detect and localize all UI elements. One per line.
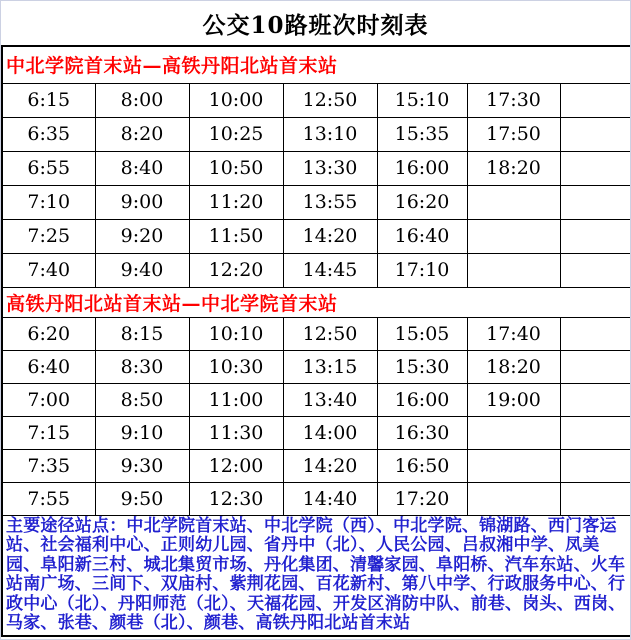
time-cell: 13:15 — [283, 350, 377, 383]
time-cell — [467, 482, 560, 515]
direction1-header: 中北学院首末站—高铁丹阳北站首末站 — [2, 46, 631, 83]
time-cell: 13:10 — [283, 117, 377, 151]
time-cell: 8:30 — [95, 350, 189, 383]
time-cell: 17:50 — [467, 117, 560, 151]
time-cell: 11:30 — [189, 416, 283, 449]
time-cell — [560, 482, 631, 515]
time-cell: 13:40 — [283, 383, 377, 416]
time-cell: 16:50 — [377, 449, 467, 482]
time-cell — [560, 383, 631, 416]
time-cell — [467, 253, 560, 287]
time-cell: 7:10 — [2, 185, 95, 219]
time-cell — [560, 416, 631, 449]
time-cell: 11:50 — [189, 219, 283, 253]
time-cell: 16:30 — [377, 416, 467, 449]
time-cell: 17:30 — [467, 83, 560, 117]
direction2-header: 高铁丹阳北站首末站—中北学院首末站 — [2, 287, 631, 317]
time-cell: 11:20 — [189, 185, 283, 219]
time-cell: 9:00 — [95, 185, 189, 219]
time-cell: 8:00 — [95, 83, 189, 117]
time-cell: 6:35 — [2, 117, 95, 151]
time-cell: 12:20 — [189, 253, 283, 287]
time-cell — [560, 117, 631, 151]
time-cell: 10:30 — [189, 350, 283, 383]
time-cell: 7:35 — [2, 449, 95, 482]
time-cell: 12:50 — [283, 317, 377, 350]
time-cell: 14:45 — [283, 253, 377, 287]
time-cell: 14:20 — [283, 449, 377, 482]
time-cell: 18:20 — [467, 151, 560, 185]
time-cell — [560, 185, 631, 219]
time-cell: 12:00 — [189, 449, 283, 482]
time-cell — [560, 449, 631, 482]
time-cell: 19:00 — [467, 383, 560, 416]
time-cell: 7:15 — [2, 416, 95, 449]
time-cell: 7:55 — [2, 482, 95, 515]
time-cell: 15:10 — [377, 83, 467, 117]
time-cell — [467, 219, 560, 253]
time-cell: 8:15 — [95, 317, 189, 350]
time-cell: 12:30 — [189, 482, 283, 515]
time-cell: 14:40 — [283, 482, 377, 515]
time-cell: 9:10 — [95, 416, 189, 449]
time-cell: 16:00 — [377, 151, 467, 185]
time-cell: 10:25 — [189, 117, 283, 151]
time-cell: 14:00 — [283, 416, 377, 449]
page-title: 公交10路班次时刻表 — [202, 11, 429, 39]
time-cell: 8:40 — [95, 151, 189, 185]
time-cell: 16:00 — [377, 383, 467, 416]
time-cell — [560, 151, 631, 185]
time-cell: 17:20 — [377, 482, 467, 515]
time-cell — [560, 350, 631, 383]
time-cell: 13:30 — [283, 151, 377, 185]
time-cell: 6:15 — [2, 83, 95, 117]
time-cell: 9:30 — [95, 449, 189, 482]
time-cell: 16:20 — [377, 185, 467, 219]
time-cell: 7:25 — [2, 219, 95, 253]
time-cell — [467, 449, 560, 482]
time-cell — [560, 83, 631, 117]
time-cell: 6:40 — [2, 350, 95, 383]
time-cell — [467, 185, 560, 219]
time-cell: 6:20 — [2, 317, 95, 350]
time-cell — [560, 317, 631, 350]
time-cell: 7:40 — [2, 253, 95, 287]
time-cell: 15:30 — [377, 350, 467, 383]
time-cell: 9:50 — [95, 482, 189, 515]
time-cell: 11:00 — [189, 383, 283, 416]
time-cell: 6:55 — [2, 151, 95, 185]
time-cell — [467, 416, 560, 449]
schedule-table — [1, 45, 631, 637]
time-cell: 18:20 — [467, 350, 560, 383]
time-cell: 10:00 — [189, 83, 283, 117]
time-cell: 12:50 — [283, 83, 377, 117]
route-stops-note: 主要途径站点：中北学院首末站、中北学院（西）、中北学院、锦湖路、西门客运站、社会福利中心、正则幼儿园、省丹中（北）、人民公园、吕叔湘中学、凤美园、阜阳新三村、城北集贸市场、丹化集团、清馨家园、阜阳桥、汽车东站、火车站南广场、三间下、双庙村、紫荆花园、百花新村、第八中学、行政服务中心、行政中心（北）、丹阳师范（北）、天福花园、开发区消防中队、前巷、岗头、西岗、马家、张巷、颜巷（北）、颜巷、高铁丹阳北站首末站 — [2, 515, 631, 636]
time-cell: 8:20 — [95, 117, 189, 151]
time-cell: 10:50 — [189, 151, 283, 185]
time-cell — [560, 253, 631, 287]
time-cell: 14:20 — [283, 219, 377, 253]
time-cell: 9:20 — [95, 219, 189, 253]
time-cell: 17:40 — [467, 317, 560, 350]
time-cell: 16:40 — [377, 219, 467, 253]
time-cell: 17:10 — [377, 253, 467, 287]
time-cell: 7:00 — [2, 383, 95, 416]
time-cell: 10:10 — [189, 317, 283, 350]
time-cell: 15:05 — [377, 317, 467, 350]
time-cell: 13:55 — [283, 185, 377, 219]
time-cell — [560, 219, 631, 253]
time-cell: 8:50 — [95, 383, 189, 416]
time-cell: 15:35 — [377, 117, 467, 151]
time-cell: 9:40 — [95, 253, 189, 287]
